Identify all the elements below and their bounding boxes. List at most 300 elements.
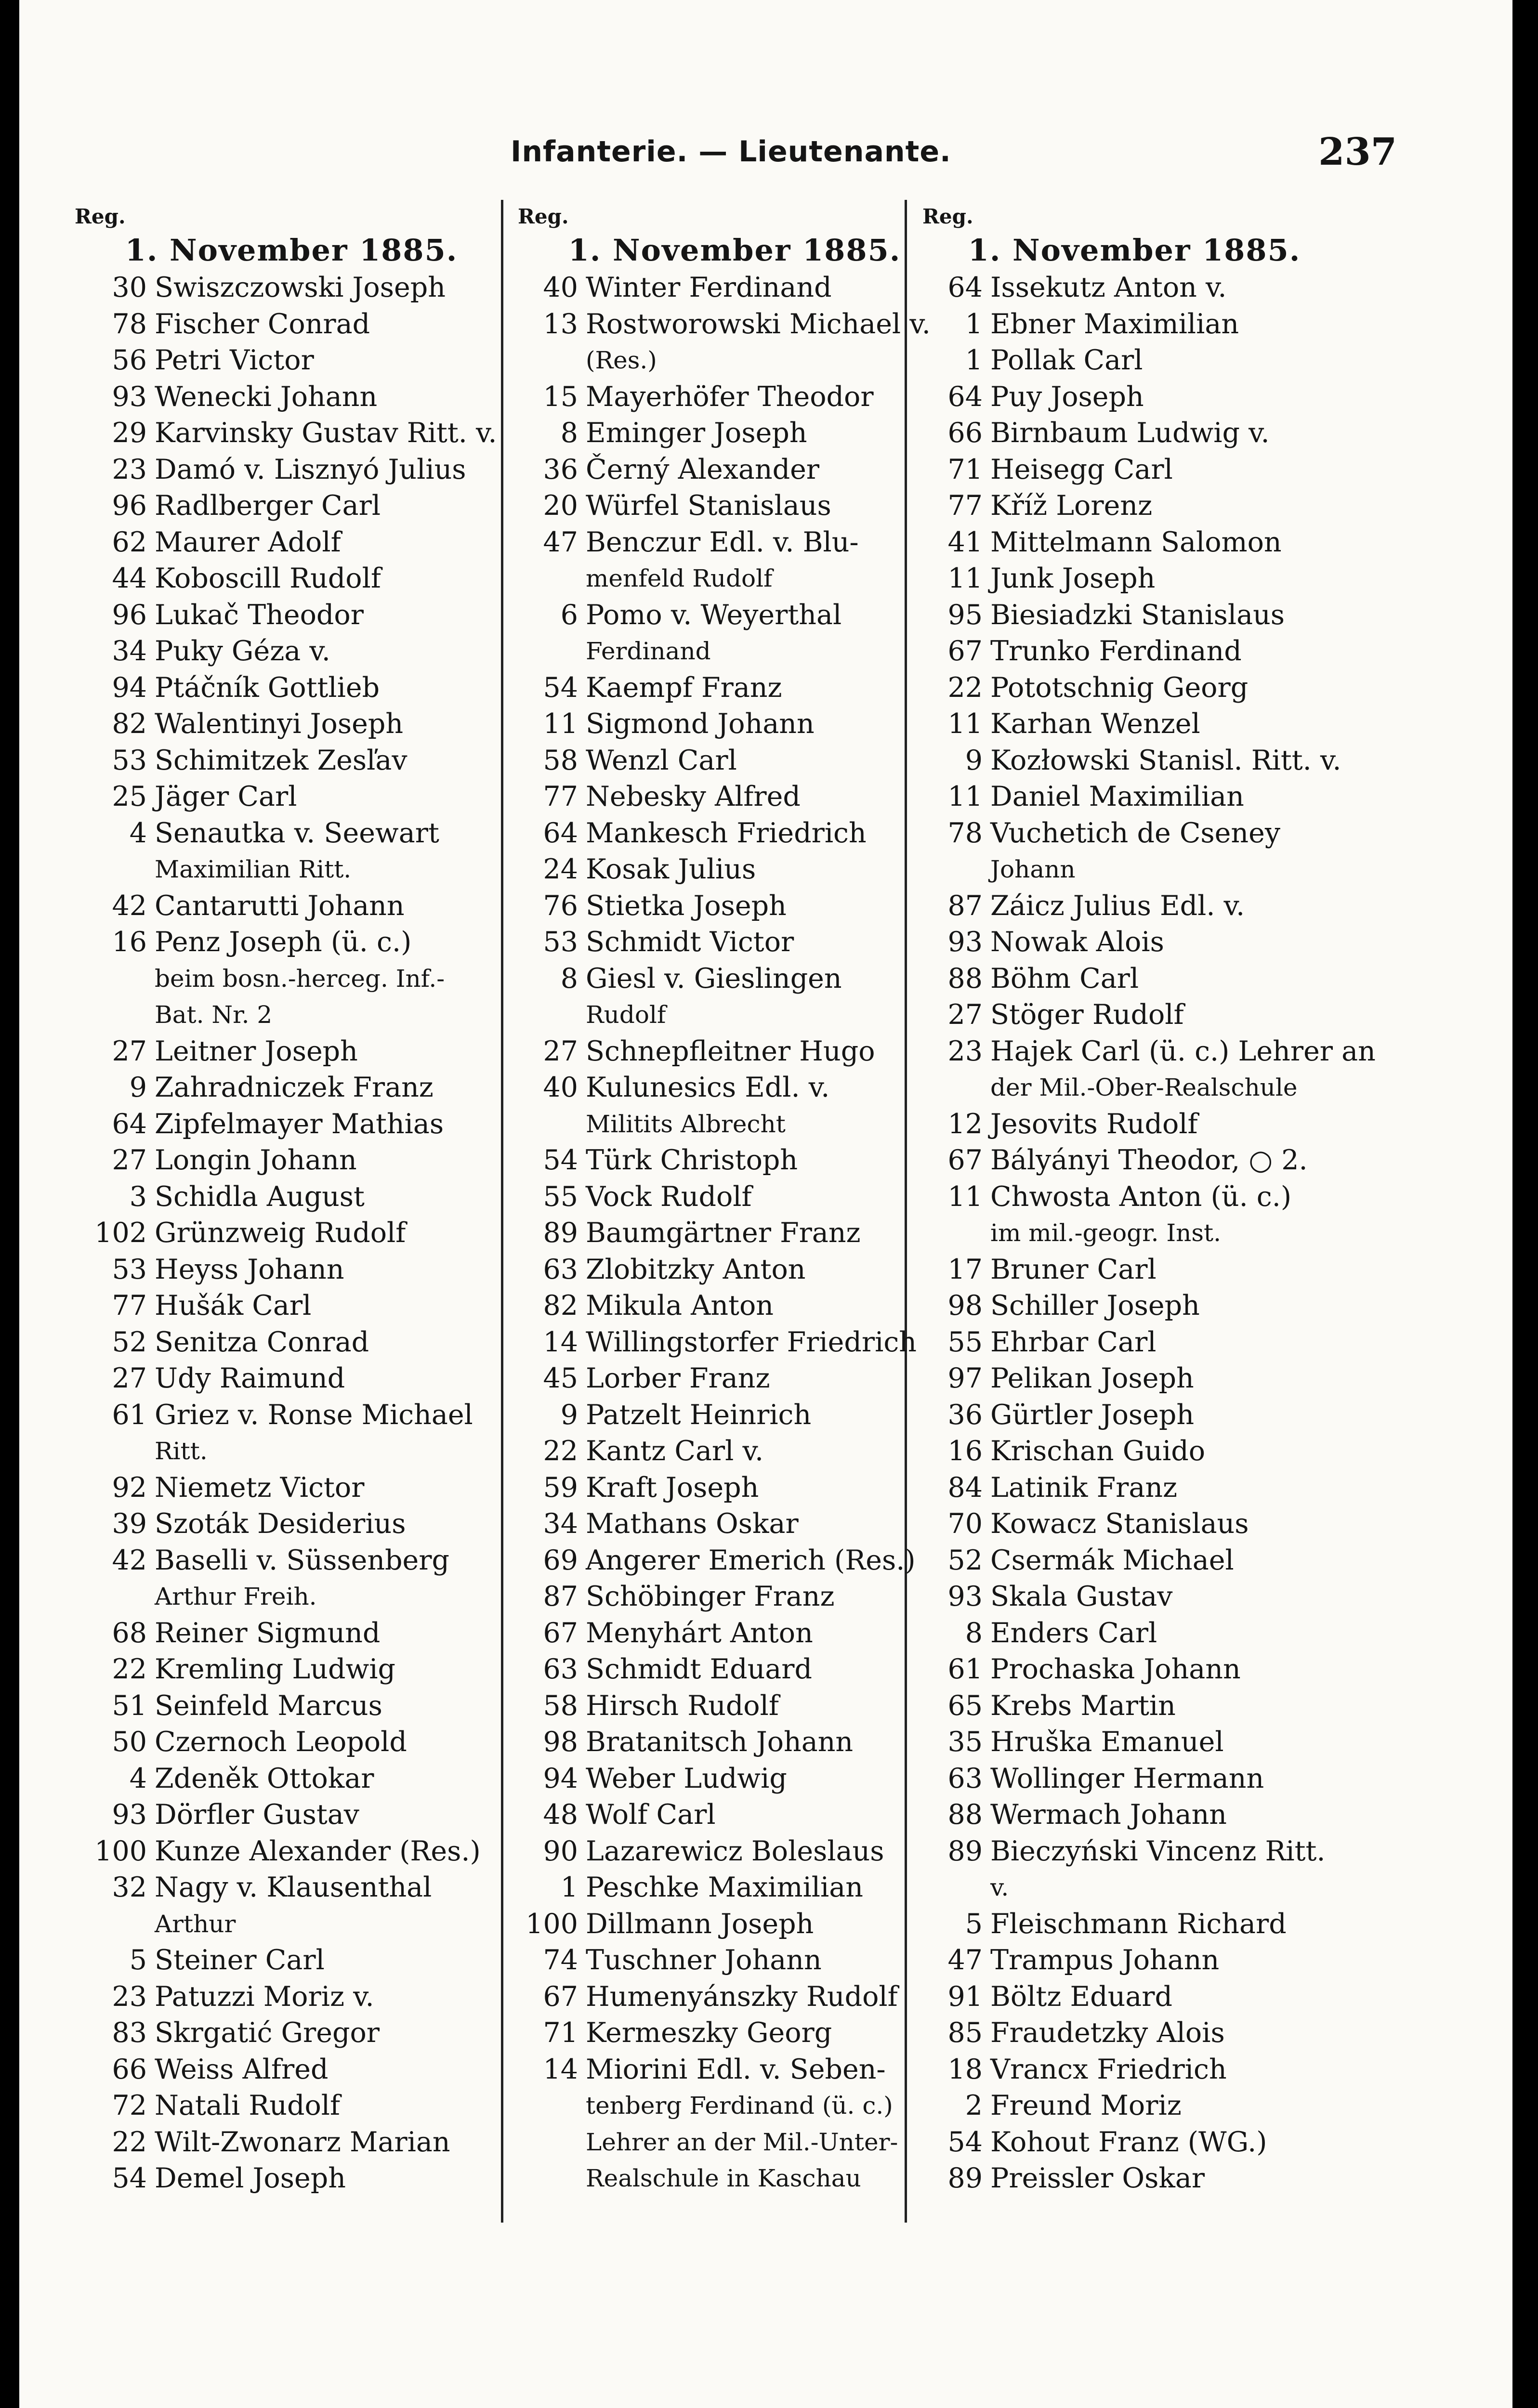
officer-name: Ehrbar Carl: [990, 1326, 1157, 1358]
list-item: [922, 1361, 1346, 1397]
officer-name: Koboscill Rudolf: [155, 563, 381, 594]
list-item: [518, 2052, 951, 2088]
officer-name: Stöger Rudolf: [990, 999, 1184, 1031]
regiment-number: 39: [112, 1508, 147, 1540]
list-item: [518, 1142, 951, 1179]
list-item: [75, 2160, 508, 2197]
officer-name: Heisegg Carl: [990, 453, 1173, 485]
officer-name: Niemetz Victor: [155, 1471, 365, 1504]
officer-name: Patuzzi Moriz v.: [155, 1980, 374, 2013]
list-item: [75, 670, 508, 707]
list-item: [75, 1288, 508, 1324]
list-item: [922, 488, 1346, 524]
list-item: [518, 1761, 951, 1797]
list-item: [75, 1724, 508, 1761]
officer-name: Wenecki Johann: [155, 380, 378, 413]
regiment-number: 100: [94, 1835, 147, 1867]
officer-name: Vock Rudolf: [586, 1180, 752, 1213]
list-item: [75, 342, 508, 379]
list-item: [75, 706, 508, 743]
list-item: [518, 1797, 951, 1833]
list-item: [922, 1324, 1346, 1361]
officer-name: Peschke Maximilian: [586, 1871, 863, 1903]
list-item: [75, 1651, 508, 1688]
list-item: [922, 1470, 1346, 1506]
list-item: [518, 961, 951, 997]
list-item: [922, 670, 1346, 707]
list-item: [75, 924, 508, 961]
officer-name: Sigmond Johann: [586, 708, 815, 740]
list-item: [922, 1942, 1346, 1979]
officer-name: Wermach Johann: [990, 1799, 1227, 1831]
officer-name: Vuchetich de Cseney: [990, 817, 1281, 849]
list-item: [922, 1979, 1346, 2015]
list-item: [518, 743, 951, 779]
list-item: [518, 1252, 951, 1288]
officer-name: Prochaska Johann: [990, 1653, 1241, 1685]
officer-name: Kowacz Stanislaus: [990, 1508, 1249, 1540]
officer-name: Zipfelmayer Mathias: [155, 1108, 444, 1140]
list-item: [518, 1506, 951, 1543]
list-item: [518, 1324, 951, 1361]
officer-name: Krebs Martin: [990, 1689, 1176, 1722]
list-item: [922, 1651, 1346, 1688]
officer-name: Kantz Carl v.: [586, 1435, 764, 1467]
regiment-number: 9: [965, 744, 983, 776]
officer-name: Dörfler Gustav: [155, 1799, 359, 1831]
officer-name: Wenzl Carl: [586, 744, 737, 776]
officer-name: Humenyánszky Rudolf: [586, 1980, 898, 2013]
regiment-number: 89: [947, 1835, 983, 1867]
officer-name: Radlberger Carl: [155, 490, 381, 522]
regiment-number: 52: [947, 1544, 983, 1576]
list-item: [518, 851, 951, 888]
list-item: [518, 1833, 951, 1870]
regiment-number: 63: [543, 1253, 578, 1285]
list-item: [922, 561, 1346, 597]
entry-continuation: der Mil.-Ober-Realschule: [990, 1073, 1298, 1101]
officer-name: Lukač Theodor: [155, 599, 364, 631]
list-item: [518, 888, 951, 925]
list-item: [518, 270, 951, 306]
officer-name: Walentinyi Joseph: [155, 708, 404, 740]
regiment-number: 22: [112, 2126, 147, 2158]
entry-continuation: im mil.-geogr. Inst.: [990, 1219, 1221, 1247]
officer-name: Mayerhöfer Theodor: [586, 380, 874, 413]
officer-name: Fleischmann Richard: [990, 1908, 1287, 1940]
regiment-number: 89: [947, 2162, 983, 2194]
list-item: [75, 1833, 508, 1870]
regiment-number: 96: [112, 490, 147, 522]
entry-continuation: Ritt.: [155, 1437, 208, 1465]
regiment-number: 90: [543, 1835, 578, 1867]
regiment-number: 40: [543, 1072, 578, 1103]
officer-name: Fraudetzky Alois: [990, 2017, 1225, 2049]
officer-name: Enders Carl: [990, 1617, 1157, 1649]
officer-name: Skrgatić Gregor: [155, 2017, 380, 2049]
list-item: [518, 1688, 951, 1725]
list-item: [75, 1324, 508, 1361]
regiment-number: 25: [112, 781, 147, 812]
officer-name: Karvinsky Gustav Ritt. v.: [155, 417, 497, 449]
officer-name: Penz Joseph (ü. c.): [155, 926, 412, 958]
entry-continuation: Arthur: [155, 1910, 236, 1938]
officer-name: Skala Gustav: [990, 1581, 1173, 1612]
list-item: [518, 670, 951, 707]
officer-name: Türk Christoph: [586, 1144, 798, 1176]
officer-name: Biesiadzki Stanislaus: [990, 599, 1285, 631]
officer-name: Leitner Joseph: [155, 1035, 358, 1067]
officer-name: Ebner Maximilian: [990, 308, 1239, 340]
list-item: [922, 342, 1346, 379]
officer-name: Wollinger Hermann: [990, 1762, 1264, 1794]
regiment-number: 11: [947, 708, 983, 740]
officer-name: Baselli v. Süssenberg: [155, 1544, 449, 1576]
officer-name: Angerer Emerich (Res.): [586, 1544, 916, 1576]
officer-name: Weiss Alfred: [155, 2053, 329, 2085]
list-item: [922, 997, 1346, 1034]
officer-name: Bruner Carl: [990, 1253, 1157, 1285]
regiment-number: 3: [129, 1180, 147, 1213]
list-item: [75, 779, 508, 815]
officer-name: Willingstorfer Friedrich: [586, 1326, 917, 1358]
regiment-number: 64: [947, 272, 983, 303]
regiment-number: 11: [947, 563, 983, 594]
date-heading: 1. November 1885.: [568, 233, 901, 268]
list-item: [75, 743, 508, 779]
officer-name: Heyss Johann: [155, 1253, 344, 1285]
officer-name: Fischer Conrad: [155, 308, 370, 340]
entry-list: [518, 270, 951, 2197]
officer-name: Hušák Carl: [155, 1290, 312, 1322]
list-item: [75, 2015, 508, 2052]
officer-name: Trampus Johann: [990, 1944, 1220, 1976]
regiment-number: 94: [112, 671, 147, 704]
list-item: [922, 1688, 1346, 1725]
officer-name: Baumgärtner Franz: [586, 1217, 861, 1249]
officer-name: Natali Rudolf: [155, 2090, 341, 2121]
officer-name: Petri Victor: [155, 344, 314, 376]
officer-name: Patzelt Heinrich: [586, 1399, 812, 1431]
list-item: [518, 1906, 951, 1943]
regiment-number: 94: [543, 1762, 578, 1794]
list-item: [922, 2160, 1346, 2197]
officer-name: Zdeněk Ottokar: [155, 1762, 374, 1794]
entry-continuation: Rudolf: [586, 1001, 666, 1029]
list-item: [75, 452, 508, 488]
regiment-number: 67: [543, 1617, 578, 1649]
date-heading: 1. November 1885.: [125, 233, 458, 268]
regiment-number: 41: [947, 526, 983, 558]
regiment-number: 4: [129, 817, 147, 849]
entry-continuation: (Res.): [586, 346, 657, 374]
officer-name: Jesovits Rudolf: [990, 1108, 1198, 1140]
list-item: [75, 1034, 508, 1070]
list-item: [75, 1615, 508, 1652]
list-item: [922, 924, 1346, 961]
list-item: [75, 415, 508, 452]
officer-name: Bratanitsch Johann: [586, 1726, 854, 1758]
regiment-number: 72: [112, 2090, 147, 2121]
regiment-number: 84: [947, 1471, 983, 1504]
officer-name: Daniel Maximilian: [990, 781, 1244, 812]
column-1: [75, 202, 508, 2197]
entry-continuation: Arthur Freih.: [155, 1583, 317, 1610]
regiment-number: 35: [947, 1726, 983, 1758]
list-item: [75, 306, 508, 343]
column-2: [518, 202, 951, 2197]
regiment-number: 24: [543, 853, 578, 885]
list-item: [922, 743, 1346, 779]
officer-name: Wolf Carl: [586, 1799, 716, 1831]
officer-name: Birnbaum Ludwig v.: [990, 417, 1270, 449]
list-item: [922, 1615, 1346, 1652]
regiment-number: 76: [543, 890, 578, 922]
page-header: [19, 130, 1512, 183]
officer-name: Würfel Stanislaus: [586, 490, 831, 522]
list-item: [922, 1761, 1346, 1797]
list-item: [75, 1688, 508, 1725]
officer-name: Latinik Franz: [990, 1471, 1178, 1504]
list-item: [518, 1433, 951, 1470]
list-item: [518, 524, 951, 561]
regiment-number: 78: [947, 817, 983, 849]
list-item: [922, 379, 1346, 416]
entry-list: [75, 270, 508, 2197]
regiment-number: 93: [947, 926, 983, 958]
officer-name: Maurer Adolf: [155, 526, 341, 558]
list-item: [518, 1179, 951, 1216]
officer-name: Menyhárt Anton: [586, 1617, 813, 1649]
officer-name: Kermeszky Georg: [586, 2017, 832, 2049]
officer-name: Demel Joseph: [155, 2162, 346, 2194]
list-item: [75, 270, 508, 306]
regiment-number: 74: [543, 1944, 578, 1976]
regiment-number: 85: [947, 2017, 983, 2049]
list-item: [922, 597, 1346, 634]
officer-name: Schmidt Eduard: [586, 1653, 812, 1685]
list-item: [518, 1361, 951, 1397]
regiment-number: 95: [947, 599, 983, 631]
list-item: [75, 561, 508, 597]
officer-name: Schidla August: [155, 1180, 365, 1213]
officer-name: Böhm Carl: [990, 962, 1139, 995]
officer-name: Griez v. Ronse Michael: [155, 1399, 473, 1431]
officer-name: Bályányi Theodor, ○ 2.: [990, 1144, 1308, 1176]
officer-name: Steiner Carl: [155, 1944, 325, 1976]
list-item: [518, 779, 951, 815]
regiment-number: 62: [112, 526, 147, 558]
list-item: [75, 1543, 508, 1579]
officer-name: Hirsch Rudolf: [586, 1689, 779, 1722]
list-item: [922, 306, 1346, 343]
regiment-number: 77: [543, 781, 578, 812]
regiment-number: 8: [965, 1617, 983, 1649]
list-item: [518, 1034, 951, 1070]
list-item: [518, 1288, 951, 1324]
officer-name: Jäger Carl: [155, 781, 297, 812]
list-item: [922, 961, 1346, 997]
list-item: [922, 779, 1346, 815]
list-item: [518, 415, 951, 452]
officer-name: Kraft Joseph: [586, 1471, 759, 1504]
regiment-number: 98: [947, 1290, 983, 1322]
regiment-number: 42: [112, 1544, 147, 1576]
regiment-number: 77: [947, 490, 983, 522]
list-item: [518, 924, 951, 961]
officer-name: Kulunesics Edl. v.: [586, 1072, 830, 1103]
officer-name: Pollak Carl: [990, 344, 1143, 376]
entry-continuation: Militits Albrecht: [586, 1110, 786, 1138]
officer-name: Kříž Lorenz: [990, 490, 1153, 522]
reg-label: Reg.: [922, 205, 973, 228]
regiment-number: 22: [947, 671, 983, 704]
regiment-number: 36: [947, 1399, 983, 1431]
officer-name: Szoták Desiderius: [155, 1508, 406, 1540]
regiment-number: 71: [947, 453, 983, 485]
list-item: [922, 1579, 1346, 1615]
regiment-number: 70: [947, 1508, 983, 1540]
entry-continuation: v.: [990, 1873, 1009, 1901]
regiment-number: 69: [543, 1544, 578, 1576]
regiment-number: 67: [543, 1980, 578, 2013]
list-item: [75, 1215, 508, 1252]
officer-name: Pomo v. Weyerthal: [586, 599, 842, 631]
regiment-number: 55: [947, 1326, 983, 1358]
regiment-number: 34: [112, 635, 147, 667]
officer-name: Kaempf Franz: [586, 671, 782, 704]
list-item: [518, 1979, 951, 2015]
officer-name: Mankesch Friedrich: [586, 817, 867, 849]
regiment-number: 87: [947, 890, 983, 922]
regiment-number: 58: [543, 1689, 578, 1722]
regiment-number: 9: [560, 1399, 578, 1431]
list-item: [75, 633, 508, 670]
list-item: [518, 706, 951, 743]
officer-name: Wilt-Zwonarz Marian: [155, 2126, 450, 2158]
regiment-number: 15: [543, 380, 578, 413]
regiment-number: 11: [947, 781, 983, 812]
list-item: [75, 1870, 508, 1906]
regiment-number: 52: [112, 1326, 147, 1358]
list-item: [922, 1543, 1346, 1579]
regiment-number: 1: [965, 308, 983, 340]
regiment-number: 83: [112, 2017, 147, 2049]
list-item: [922, 1288, 1346, 1324]
officer-name: Miorini Edl. v. Seben-: [586, 2053, 886, 2085]
regiment-number: 58: [543, 744, 578, 776]
regiment-number: 87: [543, 1581, 578, 1612]
regiment-number: 53: [112, 744, 147, 776]
list-item: [75, 1397, 508, 1434]
regiment-number: 6: [560, 599, 578, 631]
list-item: [922, 1433, 1346, 1470]
list-item: [922, 706, 1346, 743]
officer-name: Hruška Emanuel: [990, 1726, 1224, 1758]
regiment-number: 61: [947, 1653, 983, 1685]
regiment-number: 45: [543, 1362, 578, 1394]
list-item: [922, 633, 1346, 670]
column-3: [922, 202, 1376, 2197]
officer-name: Senitza Conrad: [155, 1326, 369, 1358]
list-item: [518, 1215, 951, 1252]
list-item: [518, 306, 951, 343]
list-item: [75, 1506, 508, 1543]
list-item: [922, 1833, 1346, 1870]
list-item: [518, 1470, 951, 1506]
regiment-number: 102: [94, 1217, 147, 1249]
officer-name: Csermák Michael: [990, 1544, 1234, 1576]
regiment-number: 11: [947, 1180, 983, 1213]
entry-continuation: beim bosn.-herceg. Inf.-: [155, 964, 445, 993]
regiment-number: 1: [965, 344, 983, 376]
entry-continuation: menfeld Rudolf: [586, 564, 773, 592]
list-item: [518, 379, 951, 416]
list-item: [75, 1797, 508, 1833]
entry-list: [922, 270, 1376, 2197]
officer-name: Schmidt Victor: [586, 926, 794, 958]
list-item: [922, 2052, 1346, 2088]
regiment-number: 88: [947, 1799, 983, 1831]
list-item: [518, 1070, 951, 1106]
list-item: [75, 1470, 508, 1506]
officer-name: Nebesky Alfred: [586, 781, 801, 812]
regiment-number: 63: [543, 1653, 578, 1685]
list-item: [922, 1397, 1346, 1434]
list-item: [922, 2088, 1346, 2124]
regiment-number: 23: [112, 453, 147, 485]
list-item: [75, 379, 508, 416]
regiment-number: 65: [947, 1689, 983, 1722]
entry-continuation: Ferdinand: [586, 637, 711, 665]
list-item: [922, 888, 1346, 925]
list-item: [75, 1761, 508, 1797]
regiment-number: 100: [526, 1908, 578, 1940]
officer-name: Cantarutti Johann: [155, 890, 405, 922]
regiment-number: 54: [543, 1144, 578, 1176]
list-item: [922, 524, 1346, 561]
list-item: [75, 1252, 508, 1288]
list-item: [75, 888, 508, 925]
list-item: [518, 597, 951, 634]
officer-name: Senautka v. Seewart: [155, 817, 439, 849]
officer-name: Hajek Carl (ü. c.) Lehrer an: [990, 1035, 1376, 1067]
list-item: [518, 815, 951, 852]
list-item: [75, 2124, 508, 2161]
officer-name: Nowak Alois: [990, 926, 1164, 958]
regiment-number: 30: [112, 272, 147, 303]
list-item: [75, 1979, 508, 2015]
regiment-number: 18: [947, 2053, 983, 2085]
regiment-number: 36: [543, 453, 578, 485]
regiment-number: 14: [543, 2053, 578, 2085]
regiment-number: 66: [112, 2053, 147, 2085]
regiment-number: 51: [112, 1689, 147, 1722]
regiment-number: 27: [112, 1362, 147, 1394]
list-item: [518, 1651, 951, 1688]
entry-continuation: Johann: [990, 855, 1076, 883]
officer-name: Gürtler Joseph: [990, 1399, 1195, 1431]
officer-name: Schiller Joseph: [990, 1290, 1200, 1322]
list-item: [922, 1034, 1376, 1070]
list-item: [922, 452, 1346, 488]
regiment-number: 96: [112, 599, 147, 631]
regiment-number: 9: [129, 1072, 147, 1103]
list-item: [75, 2052, 508, 2088]
officer-name: Kremling Ludwig: [155, 1653, 395, 1685]
list-item: [518, 488, 951, 524]
officer-name: Pelikan Joseph: [990, 1362, 1194, 1394]
